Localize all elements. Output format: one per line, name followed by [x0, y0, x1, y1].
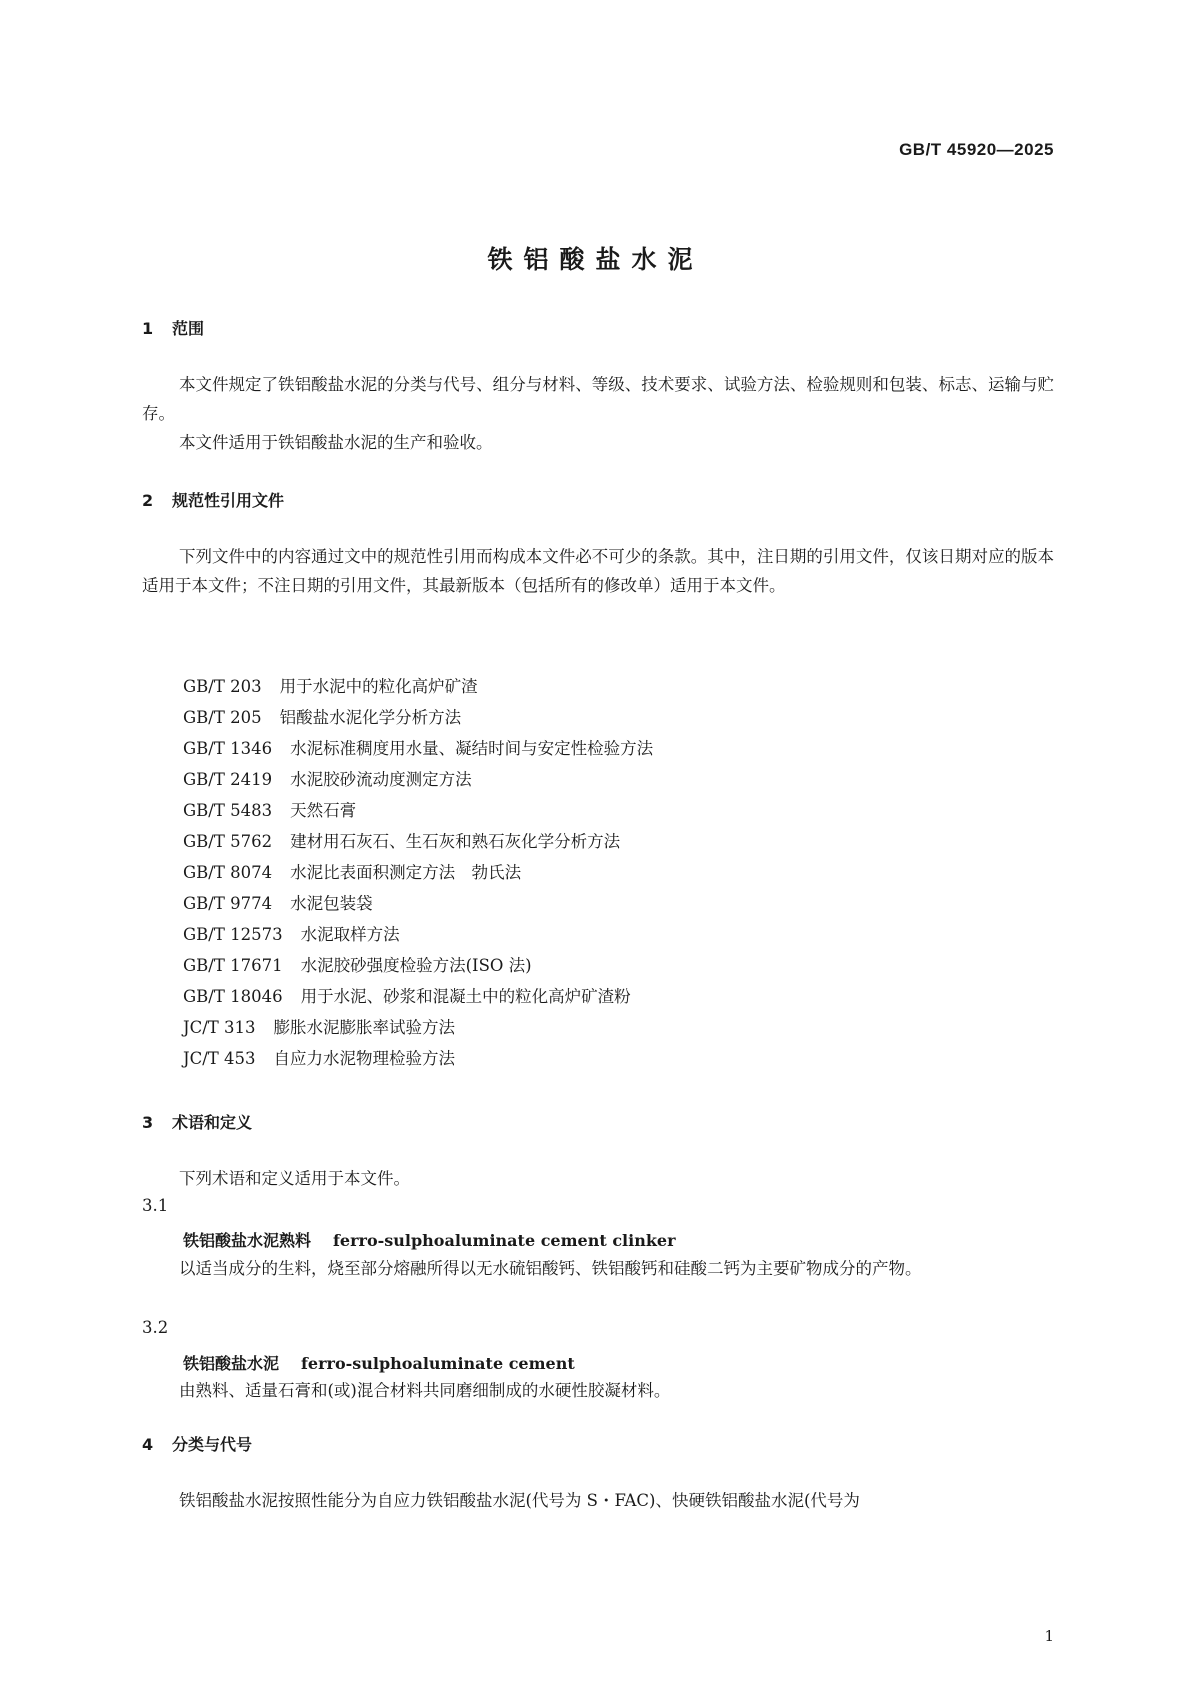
reference-code: GB/T 8074	[183, 863, 273, 882]
section-number: 3	[142, 1113, 154, 1132]
section-title: 范围	[172, 319, 205, 338]
term-chinese: 铁铝酸盐水泥	[183, 1354, 280, 1373]
reference-title: 水泥取样方法	[300, 925, 400, 944]
section-title: 术语和定义	[172, 1113, 253, 1132]
reference-item	[183, 827, 653, 858]
section-3-heading	[142, 1110, 252, 1133]
section-title: 规范性引用文件	[172, 491, 285, 510]
document-title: 铁铝酸盐水泥	[487, 245, 704, 274]
reference-item	[183, 889, 653, 920]
term-english: ferro-sulphoaluminate cement	[301, 1354, 575, 1373]
reference-title: 用于水泥、砂浆和混凝土中的粒化高炉矿渣粉	[300, 987, 631, 1006]
term-english: ferro-sulphoaluminate cement clinker	[333, 1231, 676, 1250]
reference-item	[183, 982, 653, 1013]
reference-title: 水泥胶砂流动度测定方法	[290, 770, 472, 789]
reference-title: 水泥包装袋	[290, 894, 373, 913]
reference-code: GB/T 9774	[183, 894, 273, 913]
reference-title: 水泥胶砂强度检验方法(ISO 法)	[300, 956, 532, 975]
reference-code: GB/T 2419	[183, 770, 273, 789]
section-2-heading	[142, 488, 284, 511]
reference-list	[183, 672, 653, 1075]
term-entry	[183, 1351, 575, 1374]
reference-item	[183, 796, 653, 827]
term-definition: 以适当成分的生料，烧至部分熔融所得以无水硫铝酸钙、铁铝酸钙和硅酸二钙为主要矿物成分的产物。	[179, 1259, 922, 1278]
reference-code: GB/T 5483	[183, 801, 273, 820]
reference-title: 天然石膏	[290, 801, 357, 820]
classification-paragraph: 铁铝酸盐水泥按照性能分为自应力铁铝酸盐水泥(代号为 S・FAC)、快硬铁铝酸盐水泥(代号为	[179, 1491, 860, 1510]
section-number: 4	[142, 1435, 154, 1454]
section-1-heading	[142, 316, 204, 339]
reference-code: JC/T 453	[183, 1049, 256, 1068]
reference-item	[183, 703, 653, 734]
reference-title: 自应力水泥物理检验方法	[273, 1049, 456, 1068]
section-4-heading	[142, 1432, 252, 1455]
terms-intro: 下列术语和定义适用于本文件。	[179, 1169, 410, 1188]
section-number: 2	[142, 491, 154, 510]
scope-paragraph-1: 本文件规定了铁铝酸盐水泥的分类与代号、组分与材料、等级、技术要求、试验方法、检验规则和包装、标志、运输与贮存。	[142, 375, 1054, 423]
reference-code: GB/T 18046	[183, 987, 283, 1006]
reference-item	[183, 951, 653, 982]
section-number: 1	[142, 319, 154, 338]
reference-item	[183, 765, 653, 796]
reference-item	[183, 920, 653, 951]
term-definition: 由熟料、适量石膏和(或)混合材料共同磨细制成的水硬性胶凝材料。	[179, 1381, 671, 1400]
reference-item	[183, 1044, 653, 1075]
normative-references-intro: 下列文件中的内容通过文中的规范性引用而构成本文件必不可少的条款。其中，注日期的引用文件，仅该日期对应的版本适用于本文件；不注日期的引用文件，其最新版本（包括所有的修改单）适用于本文件。	[142, 547, 1054, 595]
reference-code: GB/T 203	[183, 677, 262, 696]
reference-title: 建材用石灰石、生石灰和熟石灰化学分析方法	[290, 832, 621, 851]
reference-title: 水泥比表面积测定方法 勃氏法	[290, 863, 522, 882]
clause-number: 3.1	[142, 1196, 169, 1215]
reference-code: JC/T 313	[183, 1018, 256, 1037]
term-chinese: 铁铝酸盐水泥熟料	[183, 1231, 312, 1250]
reference-item	[183, 672, 653, 703]
reference-code: GB/T 17671	[183, 956, 283, 975]
reference-code: GB/T 1346	[183, 739, 273, 758]
reference-item	[183, 734, 653, 765]
reference-code: GB/T 205	[183, 708, 262, 727]
reference-title: 铝酸盐水泥化学分析方法	[279, 708, 462, 727]
reference-title: 用于水泥中的粒化高炉矿渣	[279, 677, 478, 696]
reference-title: 水泥标准稠度用水量、凝结时间与安定性检验方法	[290, 739, 654, 758]
reference-code: GB/T 12573	[183, 925, 283, 944]
clause-number: 3.2	[142, 1318, 169, 1337]
scope-paragraph-2: 本文件适用于铁铝酸盐水泥的生产和验收。	[179, 433, 493, 452]
reference-item	[183, 1013, 653, 1044]
reference-code: GB/T 5762	[183, 832, 273, 851]
section-title: 分类与代号	[172, 1435, 253, 1454]
term-entry	[183, 1228, 676, 1251]
page-number: 1	[1044, 1627, 1054, 1645]
reference-item	[183, 858, 653, 889]
reference-title: 膨胀水泥膨胀率试验方法	[273, 1018, 456, 1037]
standard-code: GB/T 45920—2025	[899, 140, 1054, 159]
